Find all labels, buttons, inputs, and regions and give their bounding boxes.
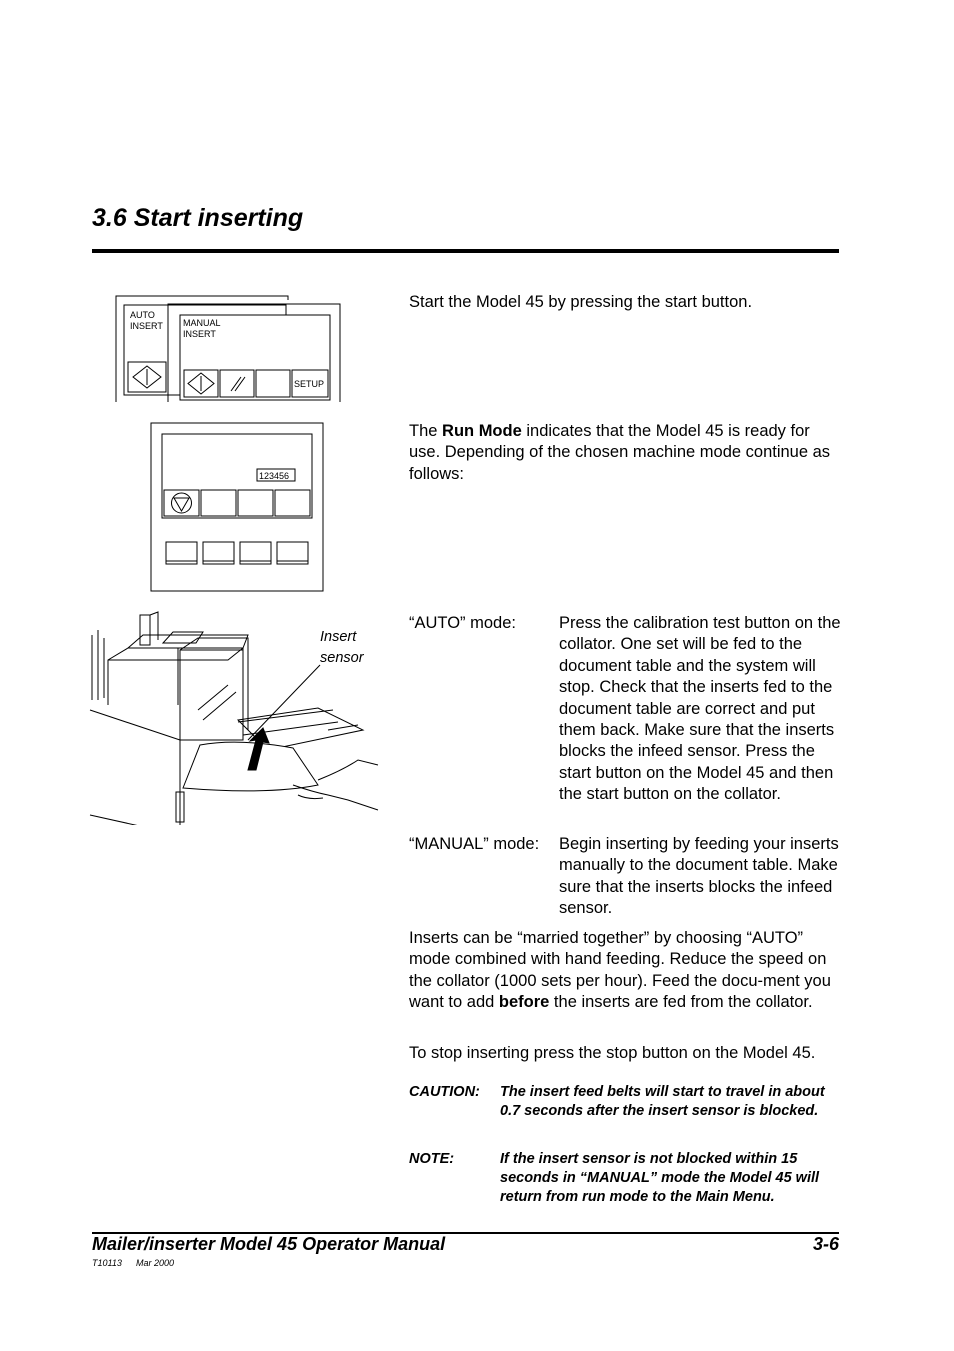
stop-paragraph: To stop inserting press the stop button on the Model 45. [409,1044,816,1062]
caution-label: CAUTION: [409,1084,480,1100]
auto-mode-label: “AUTO” mode: [409,614,516,632]
insert-sensor-illustration [88,610,383,825]
married-bold: before [498,993,550,1012]
run-mode-post: indicates that the Model 45 is ready for use. Depending of the chosen machine mode continue as follows: [409,422,831,483]
counter-display: 123456 [259,471,290,481]
manual-insert-label-1: MANUAL [183,318,221,328]
footer-date: Mar 2000 [136,1258,175,1268]
run-mode-panel-illustration [150,422,326,594]
run-mode-pre: The [409,422,443,440]
footer-doc-id: T10113 [92,1258,122,1268]
insert-sensor-label-2: sensor [320,650,364,666]
married-paragraph [409,928,839,1014]
footer-title: Mailer/inserter Model 45 Operator Manual [92,1234,446,1254]
note-label: NOTE: [409,1151,455,1167]
title-rule [92,249,839,253]
run-mode-bold: Run Mode [442,422,522,440]
manual-mode-text: Begin inserting by feeding your inserts manually to the document table. Make sure that the inserts blocks the infeed sensor. [559,835,839,918]
note-text: If the insert sensor is not blocked within 15 seconds in “MANUAL” mode the Model 45 will return from run mode to the Main Menu. [500,1151,820,1205]
control-panel-start-illustration [110,290,350,405]
setup-label: SETUP [294,379,325,389]
auto-insert-label-2: INSERT [130,321,163,331]
manual-mode-label: “MANUAL” mode: [409,835,540,853]
section-title: 3.6 Start inserting [92,204,304,232]
manual-insert-label-2: INSERT [183,329,216,339]
married-pre: Inserts can be “married together” by choosing “AUTO” mode combined with hand feeding. Reduce the speed on the collator (1000 sets per hour). Feed the docu-ment you want to add [409,929,831,1012]
auto-mode-text: Press the calibration test button on the collator. One set will be fed to the document table and the system will stop. Check that the inserts fed to the document table are correct and put them back. Make sure that the inserts blocks the infeed sensor. Press the start button on the Model 45 and then the start button on the collator. [559,614,841,804]
start-paragraph: Start the Model 45 by pressing the start button. [409,293,753,311]
page-number: 3-6 [812,1234,839,1254]
auto-insert-label-1: AUTO [130,310,155,320]
caution-text: The insert feed belts will start to travel in about 0.7 seconds after the insert sensor is blocked. [500,1084,825,1119]
run-mode-paragraph [409,421,841,485]
married-post: the inserts are fed from the collator. [549,993,813,1012]
insert-sensor-label-1: Insert [320,629,357,645]
